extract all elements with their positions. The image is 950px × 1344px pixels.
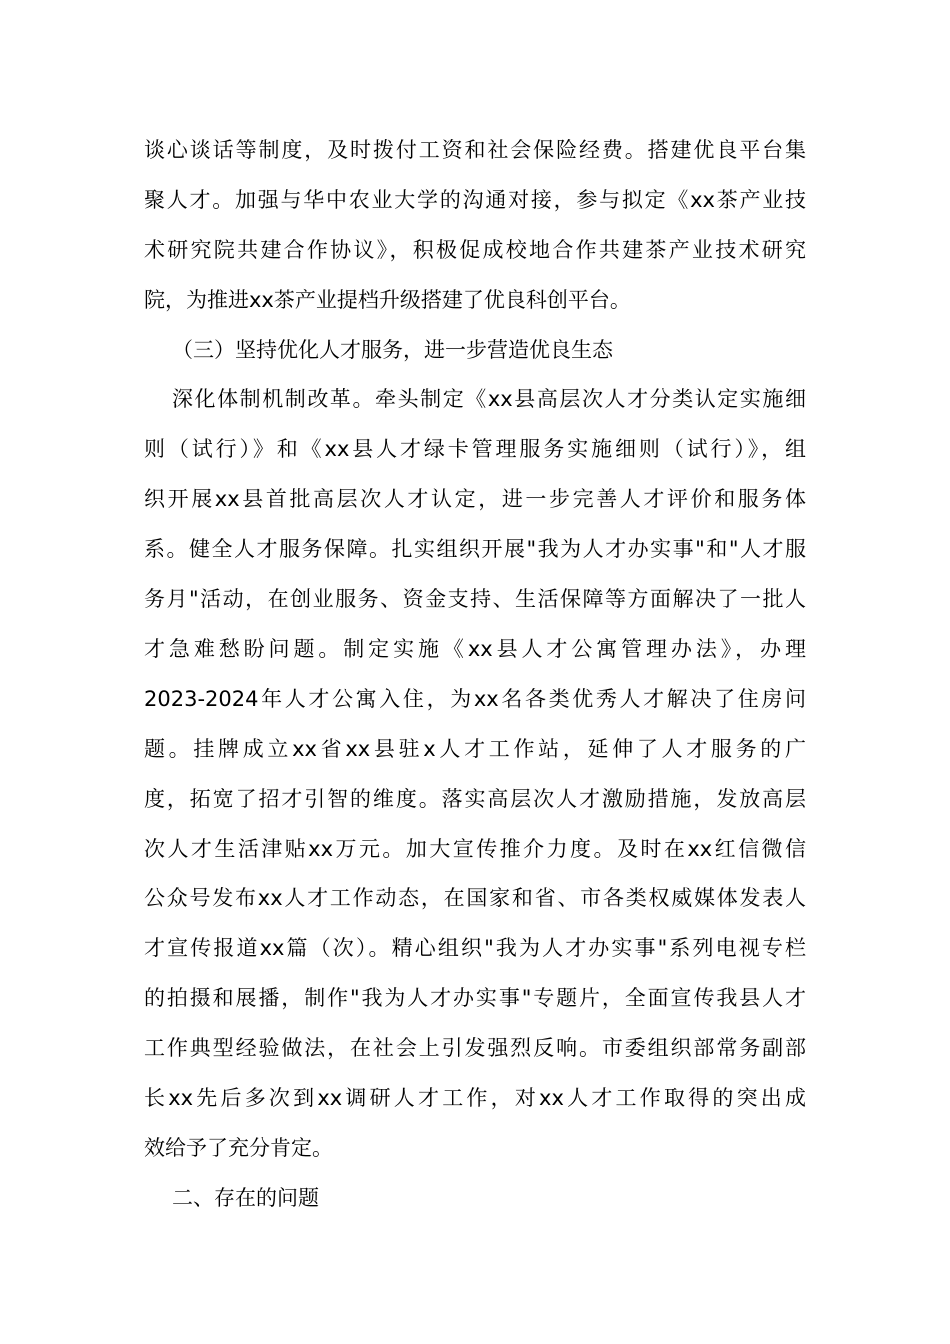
body-text-line: 才急难愁盼问题。制定实施《xx县人才公寓管理办法》，办理 [144, 637, 806, 661]
body-text-line: 工作典型经验做法，在社会上引发强烈反响。市委组织部常务副部 [144, 1036, 806, 1060]
body-text-line: 度，拓宽了招才引智的维度。落实高层次人才激励措施，发放高层 [144, 787, 806, 811]
section-heading: （三）坚持优化人才服务，进一步营造优良生态 [172, 338, 613, 362]
body-text-line: 术研究院共建合作协议》，积极促成校地合作共建茶产业技术研究 [144, 238, 806, 262]
body-text-line: 长xx先后多次到xx调研人才工作，对xx人才工作取得的突出成 [144, 1086, 806, 1110]
body-text-line: 效给予了充分肯定。 [144, 1136, 333, 1160]
body-text-line: 公众号发布xx人才工作动态，在国家和省、市各类权威媒体发表人 [144, 886, 806, 910]
body-text-line: 院，为推进xx茶产业提档升级搭建了优良科创平台。 [144, 288, 631, 312]
body-text-line: 次人才生活津贴xx万元。加大宣传推介力度。及时在xx红信微信 [144, 837, 806, 861]
body-text-line: 织开展xx县首批高层次人才认定，进一步完善人才评价和服务体 [144, 487, 806, 511]
body-text-line: 才宣传报道xx篇（次）。精心组织"我为人才办实事"系列电视专栏 [144, 936, 806, 960]
section-heading: 二、存在的问题 [172, 1186, 319, 1210]
paragraph-first-line: 深化体制机制改革。牵头制定《xx县高层次人才分类认定实施细 [172, 387, 806, 411]
body-text-line: 系。健全人才服务保障。扎实组织开展"我为人才办实事"和"人才服 [144, 537, 806, 561]
body-text-line: 务月"活动，在创业服务、资金支持、生活保障等方面解决了一批人 [144, 587, 806, 611]
body-text-line: 则（试行）》和《xx县人才绿卡管理服务实施细则（试行）》，组 [144, 437, 806, 461]
body-text-line: 题。挂牌成立xx省xx县驻x人才工作站，延伸了人才服务的广 [144, 737, 806, 761]
body-text-line: 谈心谈话等制度，及时拨付工资和社会保险经费。搭建优良平台集 [144, 138, 806, 162]
body-text-line: 的拍摄和展播，制作"我为人才办实事"专题片，全面宣传我县人才 [144, 986, 806, 1010]
body-text-line: 聚人才。加强与华中农业大学的沟通对接，参与拟定《xx茶产业技 [144, 188, 806, 212]
body-text-line: 2023-2024年人才公寓入住，为xx名各类优秀人才解决了住房问 [144, 687, 806, 711]
